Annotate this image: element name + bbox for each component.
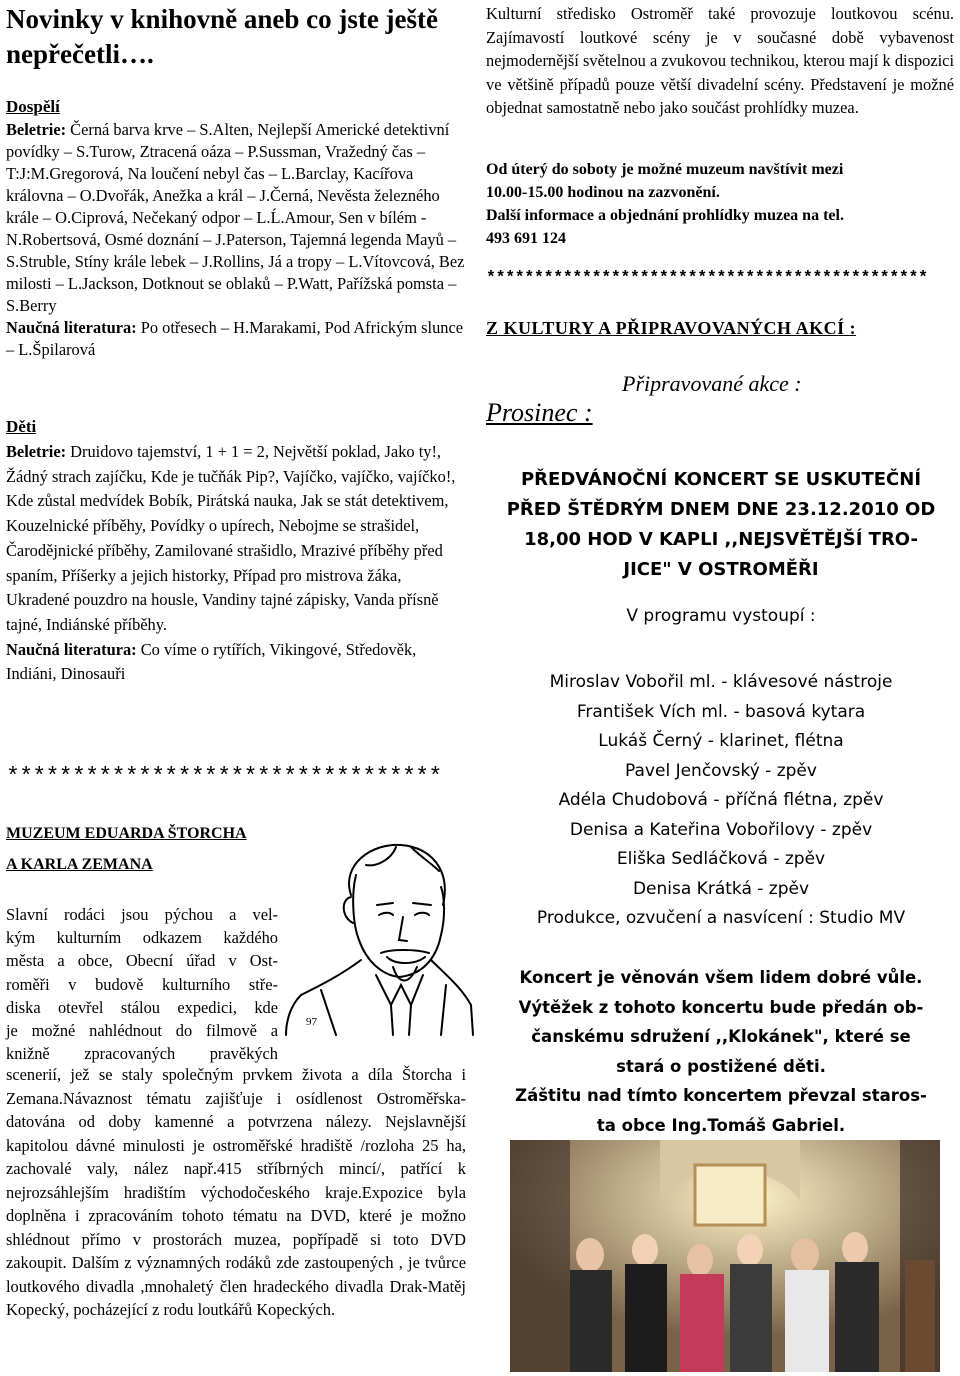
program-intro: V programu vystoupí :	[626, 606, 816, 626]
hours-line-2: 10.00-15.00 hodinou na zazvonění.	[486, 184, 720, 201]
closing-line: Koncert je věnován všem lidem dobré vůle.	[519, 968, 923, 987]
closing-line: Záštitu nad tímto koncertem převzal staros-	[515, 1086, 927, 1105]
museum-wrap-text	[6, 903, 278, 1065]
phone-number: 493 691 124	[486, 230, 566, 247]
museum-line: knižně zpracovaných pravěkých	[6, 1044, 278, 1064]
beletrie-label: Beletrie:	[6, 120, 67, 139]
naucna-label: Naučná literatura:	[6, 318, 137, 337]
concert-closing	[486, 963, 956, 1140]
performer-item: Adéla Chudobová - příčná flétna, zpěv	[558, 790, 884, 810]
museum-line: kým kulturním odkazem každého	[6, 928, 278, 948]
museum-line: Slavní rodáci jsou pýchou a vel-	[6, 905, 278, 924]
museum-line: diska otevřel stálou expedici, kde	[6, 997, 278, 1017]
beletrie-text: Černá barva krve – S.Alten, Nejlepší Americké detektivní povídky – S.Turow, Ztracená oáza – P.Sussman, Vražedný čas – T:J:M.Gregorová, Na loučení nebyl čas – L.Barclay, Kacířova královna – O.Dvořák, Anežka a král – J.Černá, Nevěsta železného krále – O.Ciprová, Nečekaný odpor – L.Ĺ.Amour, Sen v bílém - N.Robertsová, Osmé doznání – J.Paterson, Tajemná legenda Mayů – S.Struble, Stíny krále lebek – J.Rollins, Já a tropy – L.Vítovcová, Bez milosti – L.Jackson, Dotknout se oblaků – P.Watt, Pařížská pomsta – S.Berry	[6, 120, 465, 315]
museum-text-rest: scenerií, jež se staly společným prvkem života a díla Štorcha i Zemana.Návaznost tématu zajišťuje i osídlenost Ostroměřska-datována od doby kamenné a potvrzena nálezy. Nejslavnější kapitolou dávné minulosti je ostroměřské hradiště /rozloha 25 ha, zachovalé valy, nález např.415 stříbrných mincí/, patřící k nejrozsáhlejším hradištím východočeského kraje.Expozice byla doplněna i zpracováním tohoto tématu na DVD, které je možno shlédnout přímo v prostorách muzea, popřípadě si toto DVD zakoupit. Dalším z významných rodáků zde zastoupených , je tvůrce loutkového divadla ,mnohaletý člen hradeckého divadla Drak-Matěj Kopecký, pocházející z rodu loutkářů Kopeckých.	[6, 1065, 466, 1319]
svg-text:97: 97	[306, 1016, 317, 1028]
adult-beletrie	[6, 119, 466, 361]
portrait-sketch	[281, 835, 476, 1040]
closing-line: stará o postižené děti.	[616, 1056, 826, 1076]
closing-line: čanskému sdružení ,,Klokánek", které se	[531, 1027, 911, 1046]
hours-line-1: Od úterý do soboty je možné muzeum navštívit mezi	[486, 161, 844, 178]
museum-heading-2: A KARLA ZEMANA	[6, 856, 153, 873]
museum-heading-1: MUZEUM EDUARDA ŠTORCHA	[6, 825, 247, 842]
museum-line: města a obce, Obecní úřad v Ost-	[6, 951, 278, 971]
culture-heading: Z KULTURY A PŘIPRAVOVANÝCH AKCÍ :	[486, 318, 857, 338]
naucna-text: Po otřesech – H.Marakami, Pod Africkým slunce – L.Špilarová	[6, 318, 464, 359]
performer-list	[486, 668, 956, 934]
title-line-1: Novinky v knihovně aneb co jste ještě	[6, 4, 439, 34]
performer-item: Denisa Krátká - zpěv	[632, 878, 810, 899]
title-line-2: nepřečetli….	[6, 39, 154, 69]
closing-line: Výtěžek z tohoto koncertu bude předán ob-	[518, 997, 924, 1017]
page-title	[6, 2, 438, 72]
concert-announcement	[486, 465, 956, 585]
adult-heading: Dospělí	[6, 97, 60, 116]
kids-beletrie-text: Druidovo tajemství, 1 + 1 = 2, Největší poklad, Jako ty!, Žádný strach zajíčku, Kde je tučňák Pip?, Vajíčko, vajíčko, vajíčko!, Kde zůstal medvídek Bobík, Pirátská nauka, Jak se stát detektivem, Kouzelnické příběhy, Povídky o upírech, Nebojme se strašidel, Čarodějnické příběhy, Zamilované strašidlo, Mrazivé příběhy před spaním, Příšerky a jejich historky, Případ pro mistrova žáka, Ukradené pouzdro na housle, Vandiny tajné zápisky, Vanda přísně tajné, Indiánské příběhy.	[6, 442, 456, 634]
performer-item: Produkce, ozvučení a nasvícení : Studio MV	[536, 908, 906, 928]
info-line: Další informace a objednání prohlídky muzea na tel.	[486, 207, 844, 224]
kids-naucna-text: Co víme o rytířích, Vikingové, Středověk, Indiáni, Dinosauři	[6, 639, 417, 684]
separator-stars: *********************************	[6, 764, 442, 790]
performer-item: Miroslav Vobořil ml. - klávesové nástroje	[549, 672, 893, 692]
performer-item: Pavel Jenčovský - zpěv	[625, 760, 817, 781]
museum-line: roměři v budově kulturního stře-	[6, 974, 278, 994]
kids-beletrie-label: Beletrie:	[6, 442, 67, 461]
performer-item: František Vích ml. - basová kytara	[576, 701, 866, 722]
museum-line: je možné nahlédnout do filmově a	[6, 1021, 278, 1041]
kids-beletrie	[6, 440, 466, 687]
concert-line: 18,00 HOD V KAPLI ,,NEJSVĚTĚJŠÍ TRO-	[524, 529, 918, 550]
performer-item: Lukáš Černý - klarinet, flétna	[598, 731, 844, 751]
performer-item: Eliška Sedláčková - zpěv	[616, 849, 826, 869]
opening-hours	[486, 158, 954, 250]
kids-heading: Děti	[6, 417, 37, 436]
prepared-events: Připravované akce :	[622, 371, 802, 396]
separator-stars-right: **********************************************	[486, 268, 928, 287]
puppet-intro: Kulturní středisko Ostroměř také provozuje loutkovou scénu. Zajímavostí loutkové scény je v současné době vybavenost nejmodernější světelnou a zvukovou technikou, kterou mají k dispozici ve většině případů pouze větší divadelní scény. Představení je možné objednat samostatně nebo jako součást prohlídky muzea.	[486, 4, 954, 117]
concert-line: PŘED ŠTĚDRÝM DNEM DNE 23.12.2010 OD	[506, 499, 936, 520]
month-label: Prosinec :	[486, 398, 593, 427]
concert-line: JICE" V OSTROMĚŘI	[623, 559, 819, 580]
performer-item: Denisa a Kateřina Vobořilovy - zpěv	[569, 819, 873, 840]
closing-line: ta obce Ing.Tomáš Gabriel.	[596, 1115, 846, 1135]
concert-line: PŘEDVÁNOČNÍ KONCERT SE USKUTEČNÍ	[520, 469, 922, 490]
concert-photo	[510, 1140, 940, 1372]
kids-naucna-label: Naučná literatura:	[6, 639, 137, 659]
